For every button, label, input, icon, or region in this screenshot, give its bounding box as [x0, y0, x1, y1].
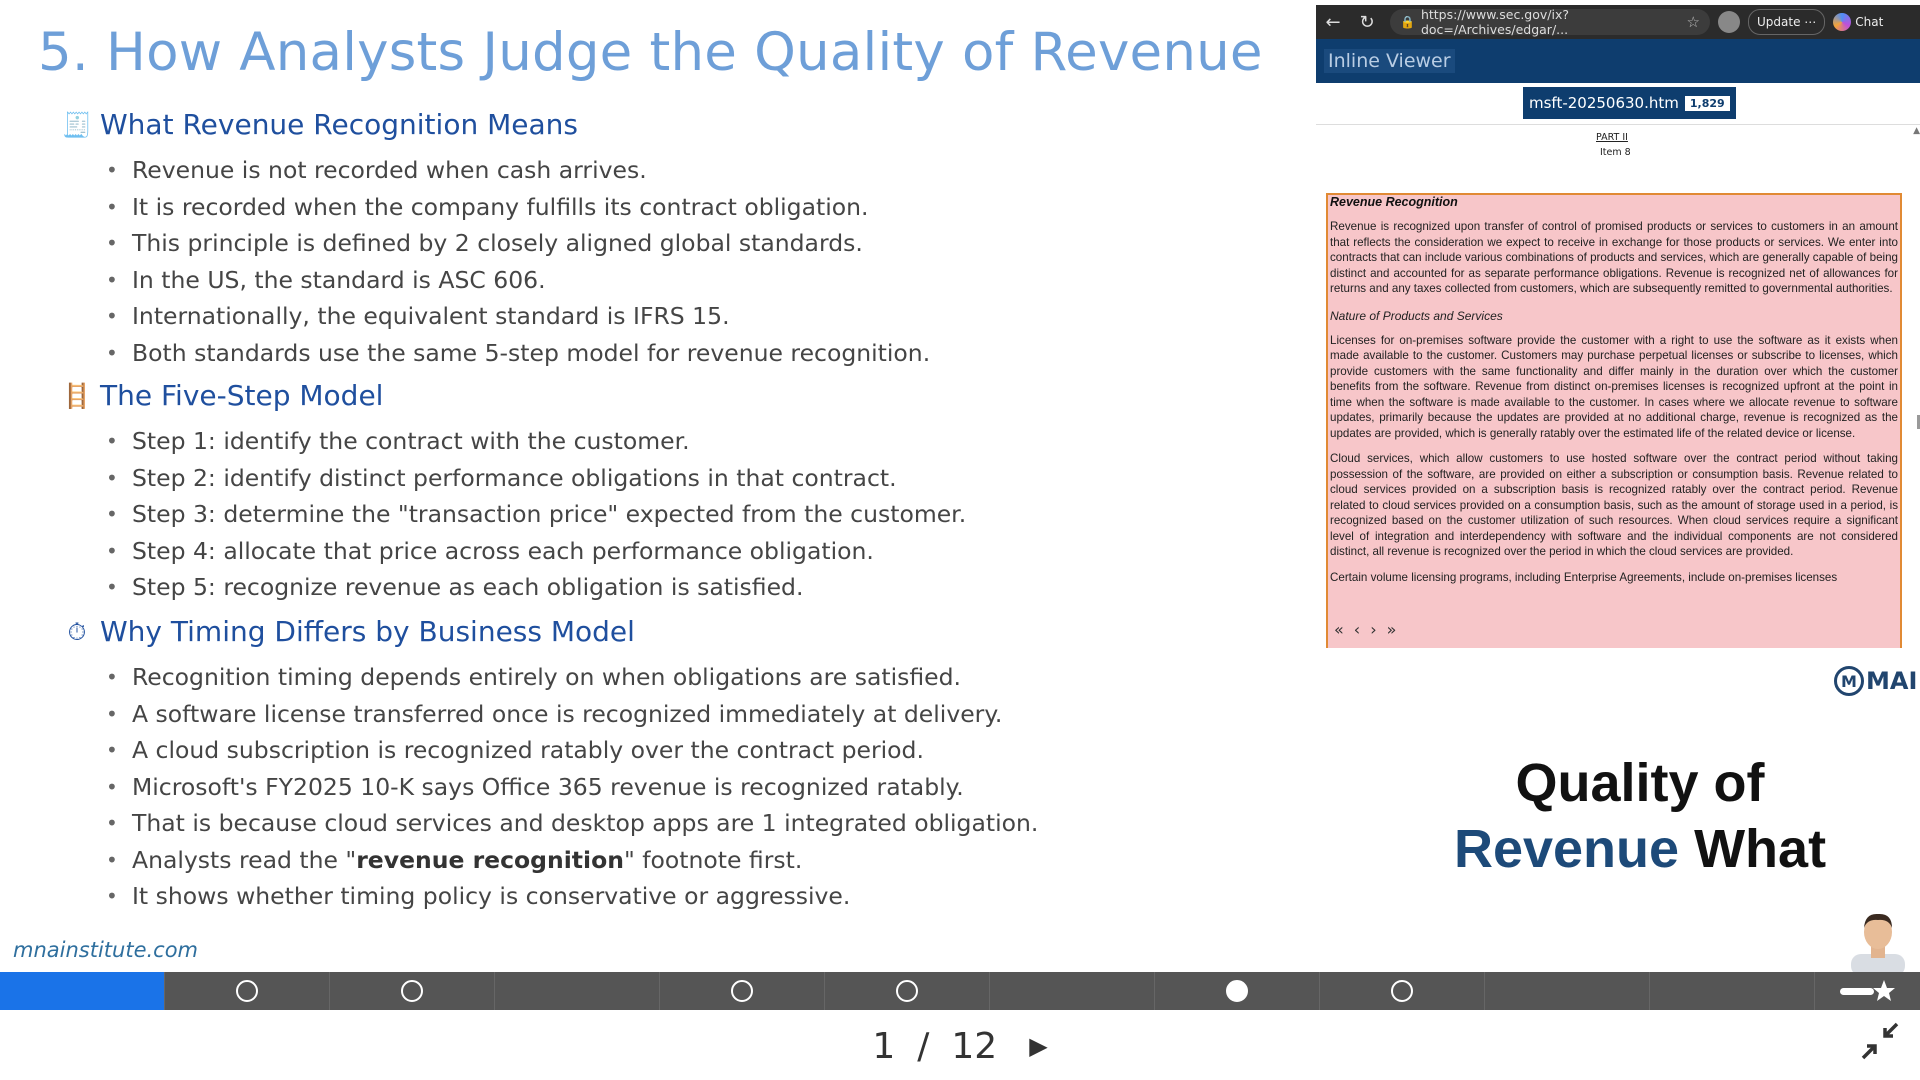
chapter-marker-icon[interactable] [731, 980, 753, 1002]
scroll-up-icon[interactable]: ▲ [1913, 126, 1920, 136]
chat-label: Chat [1855, 15, 1884, 29]
receipt-icon: 🧾 [62, 110, 92, 139]
progress-segment[interactable] [990, 972, 1155, 1010]
excerpt-heading: Revenue Recognition [1330, 195, 1458, 209]
progress-segment[interactable] [330, 972, 495, 1010]
total-pages: 12 [951, 1025, 998, 1067]
item-label: Item 8 [1600, 147, 1631, 158]
profile-avatar[interactable] [1718, 11, 1740, 33]
update-button[interactable] [1748, 9, 1825, 35]
section-heading-five-step [62, 379, 383, 412]
progress-segment[interactable] [0, 972, 165, 1010]
bullet-item: • Recognition timing depends entirely on when obligations are satisfied. [106, 659, 1038, 696]
highlighted-filing-excerpt [1326, 193, 1902, 648]
bullet-item: • Step 1: identify the contract with the customer. [106, 423, 966, 460]
document-nav [1334, 620, 1396, 639]
current-position-marker[interactable] [1226, 980, 1248, 1002]
bullet-item: • Step 3: determine the "transaction price" expected from the customer. [106, 496, 966, 533]
chapter-marker-icon[interactable] [236, 980, 258, 1002]
bullet-prefix: Analysts read the " [132, 845, 357, 874]
bullet-item: • Internationally, the equivalent standard is IFRS 15. [106, 298, 930, 335]
progress-segment[interactable] [495, 972, 660, 1010]
browser-toolbar [1316, 5, 1920, 39]
excerpt-paragraph: Cloud services, which allow customers to use hosted software over the contract period without taking possession of the software, are provided on either a subscription or consumption basis. Revenue related to cloud services provided on a subscription basis is recognized ratably over the contract period. Revenue related to cloud services provided on a consumption basis, such as the amount of storage used in a period, is recognized based on the customer utilization of such resources. When cloud services require a significant level of integration and interdependency with software and the individual components are not considered distinct, all revenue is recognized over the period in which the cloud services are provided. [1330, 452, 1898, 558]
bullet-item: • This principle is defined by 2 closely aligned global standards. [106, 225, 930, 262]
lock-icon: 🔒 [1400, 15, 1415, 29]
rating-control[interactable] [1815, 972, 1920, 1010]
address-text: https://www.sec.gov/ix?doc=/Archives/edgar/... [1420, 7, 1569, 37]
star-icon[interactable]: ☆ [1686, 13, 1700, 31]
stopwatch-icon: ⏱ [67, 617, 87, 646]
viewer-header [1316, 39, 1920, 83]
bullet-item: • Step 2: identify distinct performance obligations in that contract. [106, 460, 966, 497]
back-icon[interactable]: ← [1325, 11, 1341, 33]
bullet-item: • It is recorded when the company fulfills its contract obligation. [106, 189, 930, 226]
star-rating-icon [1838, 976, 1898, 1006]
bullet-item: • Step 4: allocate that price across each performance obligation. [106, 533, 966, 570]
section-heading-recognition [62, 108, 578, 141]
chat-button[interactable] [1833, 13, 1883, 31]
part-label[interactable]: PART II [1596, 132, 1628, 143]
first-page-icon[interactable]: « [1334, 620, 1344, 639]
document-count-badge: 1,829 [1685, 96, 1730, 111]
mai-logo [1834, 666, 1917, 696]
progress-segment[interactable] [1650, 972, 1815, 1010]
chapter-marker-icon[interactable] [1391, 980, 1413, 1002]
previous-page-icon[interactable]: ‹ [1353, 620, 1361, 639]
bullet-bold-term: revenue recognition [356, 845, 624, 874]
divider [1316, 124, 1920, 125]
bullet-item: • Microsoft's FY2025 10-K says Office 365 revenue is recognized ratably. [106, 769, 1038, 806]
bullet-item: • Revenue is not recorded when cash arrives. [106, 152, 930, 189]
bullet-item [106, 842, 1038, 879]
caption-line-1: Quality of [1515, 753, 1765, 813]
section-heading-timing [62, 615, 635, 648]
copilot-icon [1833, 13, 1851, 31]
last-page-icon[interactable]: » [1386, 620, 1397, 639]
bullet-item: • In the US, the standard is ASC 606. [106, 262, 930, 299]
page-separator: / [917, 1025, 930, 1067]
bullet-item: • Step 5: recognize revenue as each obligation is satisfied. [106, 569, 966, 606]
slide-title: 5. How Analysts Judge the Quality of Revenue [38, 22, 1263, 83]
progress-segment[interactable] [825, 972, 990, 1010]
reload-icon[interactable]: ↻ [1359, 11, 1375, 33]
bullet-item: • A cloud subscription is recognized ratably over the contract period. [106, 732, 1038, 769]
inline-viewer-label: Inline Viewer [1324, 49, 1455, 73]
site-url: mnainstitute.com [13, 938, 199, 962]
address-bar[interactable] [1390, 9, 1710, 35]
bullet-list-five-step [106, 423, 966, 606]
caption-highlight: Revenue [1453, 819, 1680, 879]
bullet-item: • A software license transferred once is recognized immediately at delivery. [106, 696, 1038, 733]
excerpt-paragraph: Licenses for on-premises software provide the customer with a right to use the software as it exists when made available to the customer. Customers may purchase perpetual licenses or subscribe to licenses, which provide customers with the same functionality and differ mainly in the duration over which the customer benefits from the software. Revenue from distinct on-premises licenses is recognized upfront at the point in time when the software is made available to the customer. In cases where we allocate revenue to software updates, primarily because the updates are provided at no additional charge, revenue is recognized as the updates are provided, which is generally ratably over the estimated life of the related device or license. [1330, 333, 1898, 440]
next-page-icon[interactable]: › [1370, 620, 1377, 639]
section-heading-label: Why Timing Differs by Business Model [100, 615, 635, 648]
progress-segment[interactable] [165, 972, 330, 1010]
section-heading-label: The Five-Step Model [100, 379, 384, 412]
more-icon: ⋯ [1804, 15, 1817, 29]
current-page: 1 [872, 1025, 896, 1067]
bullet-list-timing [106, 659, 1038, 915]
embedded-browser [1316, 0, 1920, 648]
caption-rest: What [1694, 819, 1827, 879]
slide-progress-strip [0, 972, 1920, 1010]
progress-segment[interactable] [1485, 972, 1650, 1010]
excerpt-paragraph: Certain volume licensing programs, including Enterprise Agreements, include on-premises licenses [1330, 570, 1838, 584]
document-tab[interactable] [1523, 87, 1736, 119]
bullet-item: • It shows whether timing policy is conservative or aggressive. [106, 878, 1038, 915]
progress-segment[interactable] [660, 972, 825, 1010]
chapter-marker-icon[interactable] [896, 980, 918, 1002]
ladder-icon: 🪜 [62, 381, 92, 410]
bullet-suffix: " footnote first. [623, 845, 803, 874]
progress-segment[interactable] [1320, 972, 1485, 1010]
bullet-item: • That is because cloud services and desktop apps are 1 integrated obligation. [106, 805, 1038, 842]
caption-line-2 [1420, 816, 1860, 882]
mai-logo-text: MAI [1866, 667, 1918, 695]
collapse-icon[interactable] [1861, 1022, 1899, 1060]
document-tab-label: msft-20250630.htm [1529, 94, 1679, 112]
section-heading-label: What Revenue Recognition Means [100, 108, 578, 141]
bullet-list-recognition [106, 152, 930, 371]
mai-logo-icon: M [1834, 666, 1864, 696]
bullet-item: • Both standards use the same 5-step model for revenue recognition. [106, 335, 930, 372]
presenter-avatar [1843, 910, 1913, 972]
update-label: Update [1757, 15, 1801, 29]
progress-segment[interactable] [1155, 972, 1320, 1010]
chapter-marker-icon[interactable] [401, 980, 423, 1002]
slide-pager [0, 1018, 1920, 1074]
excerpt-subheading: Nature of Products and Services [1330, 308, 1503, 323]
next-slide-icon[interactable]: ▶ [1029, 1032, 1048, 1060]
excerpt-paragraph: Revenue is recognized upon transfer of control of promised products or services to customers in an amount that reflects the consideration we expect to receive in exchange for those products or services. We enter into contracts that can include various combinations of products and services, which are generally capable of being distinct and accounted for as separate performance obligations. Revenue is recognized net of allowances for returns and any taxes collected from customers, which are subsequently remitted to governmental authorities. [1330, 220, 1898, 295]
